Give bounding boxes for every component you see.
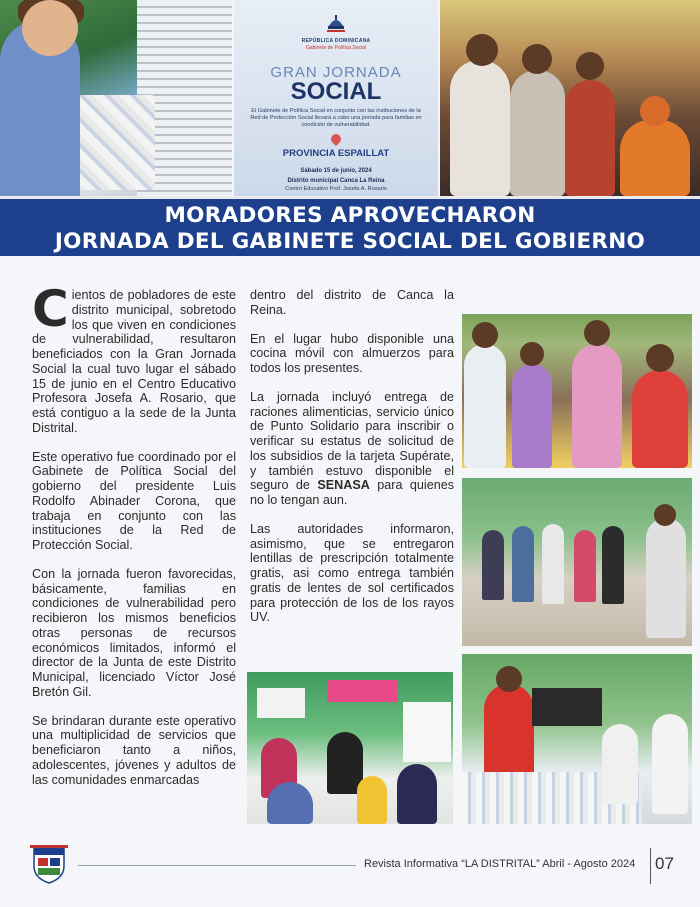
poster-centro: Centro Educativo Prof. Josefa A. Rosario xyxy=(285,186,387,192)
footer-magazine-name: Revista Informativa “LA DISTRITAL” Abril - Agosto 2024 xyxy=(364,858,636,870)
photo-crowd-outdoor xyxy=(462,314,692,468)
photo-nurse-medicines xyxy=(0,0,232,196)
article-paragraph: En el lugar hubo disponible una cocina móvil con almuerzos para todos los presentes. xyxy=(250,331,454,375)
photo-crowd-queue xyxy=(440,0,700,196)
poster-gran-jornada: GRAN JORNADA xyxy=(270,64,402,81)
poster-republica: REPÚBLICA DOMINICANA xyxy=(301,38,371,44)
article-paragraph: dentro del distrito de Canca la Reina. xyxy=(250,288,454,317)
article-paragraph: Cientos de pobladores de este distrito municipal, sobretodo los que viven en condiciones de vulnerabilidad, resultaron beneficiados con la Gran Jornada Social la cual tuvo lugar el sábado 15 de junio en el Centro Educativo Profesora Josefa A. Rosario, que está contiguo a la sede de la Junta Distrital. xyxy=(32,280,236,435)
senasa-emphasis: SENASA xyxy=(317,478,370,493)
event-poster xyxy=(234,0,438,196)
article-paragraph: Las autoridades informaron, asimismo, que se entregaron lentillas de prescripción totalmente gratis, asi como entrega también gratis de lentes de sol certificados para protección de los de los rayos UV. xyxy=(250,521,454,625)
article-paragraph: Se brindaran durante este operativo una multiplicidad de servicios que beneficiaron tanto a niños, adolescentes, jóvenes y adultos de las comunidades enmarcadas xyxy=(32,713,236,787)
article-column-1 xyxy=(32,280,236,801)
article-paragraph: La jornada incluyó entrega de raciones alimenticias, servicio único de Punto Solidario para inscribir o verificar su estatus de solicitud de los subsidios de la tarjeta Supérate, y también estuvo disponible el seguro de SENASA para quienes no lo tengan aun. xyxy=(250,389,454,507)
poster-distrito: Distrito municipal Canca La Reina xyxy=(287,178,385,184)
government-crest-icon xyxy=(325,12,347,36)
article-column-2 xyxy=(250,288,454,639)
photo-medicine-table xyxy=(462,654,692,824)
footer-rule xyxy=(78,865,356,866)
headline-line-2: JORNADA DEL GABINETE SOCIAL DEL GOBIERNO xyxy=(54,229,646,254)
poster-provincia: PROVINCIA ESPAILLAT xyxy=(282,148,390,159)
poster-date: Sábado 15 de junio, 2024 xyxy=(300,168,372,174)
drop-cap: C xyxy=(32,280,69,338)
article-paragraph: Este operativo fue coordinado por el Gabinete de Política Social del gobierno del presidente Luis Rodolfo Abinader Corona, que trabaja en conjunto con las instituciones de la Red de Protección Social. xyxy=(32,449,236,552)
photo-people-classroom xyxy=(462,478,692,646)
footer-divider xyxy=(650,848,651,884)
poster-social: SOCIAL xyxy=(290,78,382,105)
article-paragraph: Con la jornada fueron favorecidas, básicamente, familias en condiciones de vulnerabilidad pero recibieron los mismos beneficios otras personas de recursos económicos limitados, informó el director de la Junta de este Distrito Municipal, licenciado Víctor José Bretón Gil. xyxy=(32,566,236,699)
poster-description: El Gabinete de Política Social en conjunto con las instituciones de la Red de Protección Social llevará a cabo una jornada para familias en condición de vulnerabilidad. xyxy=(250,108,422,128)
page-number: 07 xyxy=(655,854,674,873)
district-shield-logo-icon xyxy=(30,842,68,884)
location-pin-icon xyxy=(329,132,343,146)
headline-line-1: MORADORES APROVECHARON xyxy=(164,203,536,228)
poster-gabinete: Gabinete de Política Social xyxy=(305,45,367,51)
headline-band xyxy=(0,196,700,256)
photo-registration-table xyxy=(247,672,453,824)
